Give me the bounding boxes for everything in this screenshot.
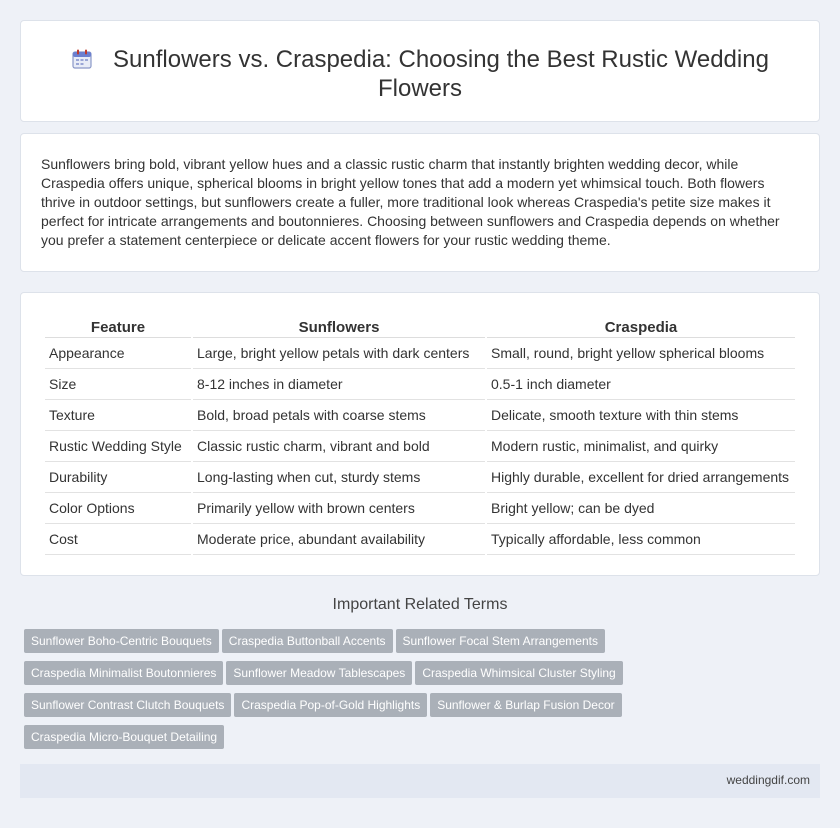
cell-sunflowers: Bold, broad petals with coarse stems	[193, 400, 485, 431]
table-row	[45, 431, 795, 462]
cell-sunflowers: Classic rustic charm, vibrant and bold	[193, 431, 485, 462]
related-term-tag[interactable]: Craspedia Minimalist Boutonnieres	[24, 661, 223, 685]
related-term-tag[interactable]: Sunflower Boho-Centric Bouquets	[24, 629, 219, 653]
cell-craspedia: Modern rustic, minimalist, and quirky	[487, 431, 795, 462]
column-header-craspedia: Craspedia	[487, 317, 795, 338]
cell-sunflowers: Moderate price, abundant availability	[193, 524, 485, 555]
cell-craspedia: Typically affordable, less common	[487, 524, 795, 555]
cell-sunflowers: Primarily yellow with brown centers	[193, 493, 485, 524]
cell-craspedia: Highly durable, excellent for dried arrangements	[487, 462, 795, 493]
table-header-row	[45, 317, 795, 338]
table-row	[45, 462, 795, 493]
related-term-tag[interactable]: Craspedia Buttonball Accents	[222, 629, 393, 653]
comparison-table	[43, 317, 797, 555]
related-term-tag[interactable]: Craspedia Whimsical Cluster Styling	[415, 661, 622, 685]
table-row	[45, 493, 795, 524]
cell-feature: Durability	[45, 462, 191, 493]
table-row	[45, 400, 795, 431]
comparison-card	[20, 292, 820, 576]
cell-feature: Texture	[45, 400, 191, 431]
related-terms-list	[24, 629, 824, 757]
cell-feature: Appearance	[45, 338, 191, 369]
footer-site-link[interactable]: weddingdif.com	[726, 773, 810, 787]
calendar-icon	[71, 48, 93, 70]
column-header-feature: Feature	[45, 317, 191, 338]
cell-craspedia: Delicate, smooth texture with thin stems	[487, 400, 795, 431]
footer	[20, 764, 820, 798]
column-header-sunflowers: Sunflowers	[193, 317, 485, 338]
related-term-tag[interactable]: Sunflower Meadow Tablescapes	[226, 661, 412, 685]
page-title-text: Sunflowers vs. Craspedia: Choosing the Best Rustic Wedding Flowers	[113, 46, 769, 102]
cell-craspedia: Small, round, bright yellow spherical blooms	[487, 338, 795, 369]
cell-sunflowers: Long-lasting when cut, sturdy stems	[193, 462, 485, 493]
related-term-tag[interactable]: Craspedia Pop-of-Gold Highlights	[234, 693, 427, 717]
table-row	[45, 369, 795, 400]
cell-craspedia: 0.5-1 inch diameter	[487, 369, 795, 400]
header-card	[20, 20, 820, 122]
cell-feature: Rustic Wedding Style	[45, 431, 191, 462]
related-term-tag[interactable]: Sunflower Contrast Clutch Bouquets	[24, 693, 231, 717]
cell-craspedia: Bright yellow; can be dyed	[487, 493, 795, 524]
cell-feature: Size	[45, 369, 191, 400]
table-row	[45, 524, 795, 555]
related-term-tag[interactable]: Sunflower & Burlap Fusion Decor	[430, 693, 621, 717]
page-title	[61, 45, 779, 103]
intro-paragraph: Sunflowers bring bold, vibrant yellow hues and a classic rustic charm that instantly brighten wedding decor, while Craspedia offers unique, spherical blooms in bright yellow tones that add a modern yet whimsical touch. Both flowers thrive in outdoor settings, but sunflowers create a fuller, more traditional look whereas Craspedia's petite size makes it perfect for intricate arrangements and boutonnieres. Choosing between sunflowers and Craspedia depends on whether you prefer a statement centerpiece or delicate accent flowers for your rustic wedding theme.	[41, 156, 780, 248]
cell-sunflowers: 8-12 inches in diameter	[193, 369, 485, 400]
intro-card	[20, 133, 820, 272]
cell-feature: Cost	[45, 524, 191, 555]
related-term-tag[interactable]: Sunflower Focal Stem Arrangements	[396, 629, 605, 653]
related-terms-title: Important Related Terms	[332, 596, 508, 613]
table-row	[45, 338, 795, 369]
cell-feature: Color Options	[45, 493, 191, 524]
related-term-tag[interactable]: Craspedia Micro-Bouquet Detailing	[24, 725, 224, 749]
cell-sunflowers: Large, bright yellow petals with dark centers	[193, 338, 485, 369]
